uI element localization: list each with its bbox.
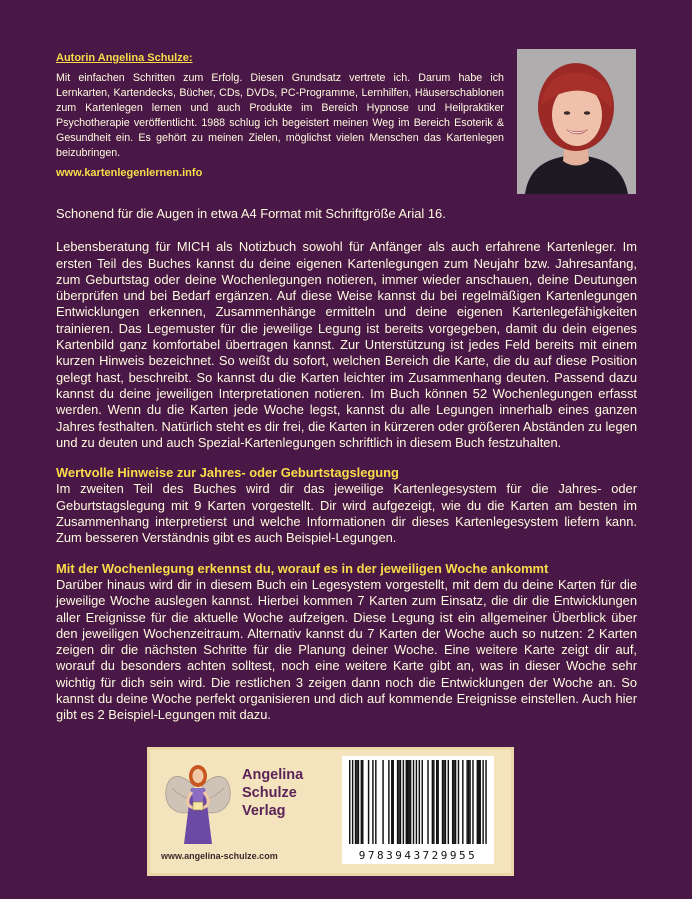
barcode-bar <box>477 760 478 844</box>
barcode-bar <box>419 760 420 844</box>
barcode-bar <box>407 760 408 844</box>
publisher-name-line3: Verlag <box>242 803 286 819</box>
barcode-bar <box>422 760 423 844</box>
barcode-bar <box>442 760 443 844</box>
isbn-number: 9783943729955 <box>358 849 478 862</box>
barcode-bar <box>361 760 362 844</box>
barcode-bar <box>358 760 359 844</box>
barcode-bar <box>413 760 414 844</box>
isbn-barcode <box>342 756 494 864</box>
barcode-bar <box>382 760 383 844</box>
barcode-bar <box>397 760 398 844</box>
barcode-bar <box>433 760 434 844</box>
barcode-bar <box>453 760 454 844</box>
barcode-bar <box>480 760 481 844</box>
barcode-bar <box>372 760 373 844</box>
barcode-bar <box>356 760 357 844</box>
paragraph-notebook: Lebensberatung für MICH als Notizbuch sowohl für Anfänger als auch erfahrene Kartenleger. Im ersten Teil des Buches kannst du deine eigenen Kartenlegungen zum Neujahr bzw. Jahresanfang, zum Geburtstag oder deine Wochenlegungen notieren, immer wieder anschauen, deine Deutungen überprüfen und bei Bedarf ergänzen. Auf diese Weise kannst du bei regelmäßigen Kartenlegungen Entwicklungen erkennen, Zusammenhänge ermitteln und deine eigenen Kartenlegefähigkeiten trainieren. Das Legemuster für die jeweilige Legung ist bereits vorgegeben, damit du dein eigenes Kartenbild ganz komfortabel übertragen kannst. Zur Unterstützung ist jedes Feld bereits mit einem kurzen Hinweis bezeichnet. So weißt du sofort, welchen Bereich die Karte, die du auf diese Position gelegt hast, beschreibt. So kannst du die Karten leichter im Zusammenhang deuten. Passend dazu kannst du deine jeweiligen Interpretationen notieren. Im Buch können 52 Wochenlegungen erfasst werden. Wenn du die Karten jede Woche legst, kannst du alle Legungen innerhalb eines ganzen Jahres festhalten. Natürlich steht es dir frei, die Karten in kürzeren oder größeren Abständen zu legen und zu deuten und auch Spezial-Kartenlegungen schriftlich in diesem Buch festzuhalten. <box>56 239 637 450</box>
barcode-bar <box>452 760 453 844</box>
paragraph-weekly-spread: Darüber hinaus wird dir in diesem Buch ein Legesystem vorgestellt, mit dem du deine Karten für die jeweilige Woche auslegen kannst. Hierbei kommen 7 Karten zum Einsatz, die dir die Entwicklungen aller Ereignisse für die aktuelle Woche aufzeigen. Diese Legung ist ein allgemeiner Überblick über den jeweiligen Wochenzeitraum. Alternativ kannst du 7 Karten der Woche auch so nutzen: 2 Karten zeigen dir die nächsten Schritte für die Planung deiner Woche. Eine weitere Karte zeigt dir auf, worauf du besonders achten solltest, noch eine weitere Karte gibt an, was in dieser Woche sehr wichtig für dich sein wird. Die restlichen 3 zeigen dann noch die Entwicklungen der Woche an. So kannst du deine Woche perfekt organisieren und dich auf kommende Ereignisse einstellen. Auch hier gibt es 2 Beispiel-Legungen mit dazu. <box>56 576 637 723</box>
publisher-website-link[interactable]: www.angelina-schulze.com <box>161 851 278 861</box>
barcode-bar <box>410 760 411 844</box>
format-note: Schonend für die Augen in etwa A4 Format mit Schriftgröße Arial 16. <box>56 206 446 221</box>
barcode-bar <box>437 760 438 844</box>
barcode-bar <box>485 760 486 844</box>
barcode-bar <box>469 760 470 844</box>
barcode-bar <box>368 760 369 844</box>
barcode-bars <box>342 756 494 848</box>
barcode-bar <box>362 760 363 844</box>
heading-weekly-spread: Mit der Wochenlegung erkennst du, worauf es in der jeweiligen Woche ankommt <box>56 560 549 576</box>
barcode-bar <box>398 760 399 844</box>
barcode-bar <box>432 760 433 844</box>
barcode-bar <box>445 760 446 844</box>
barcode-bar <box>375 760 376 844</box>
barcode-bar <box>355 760 356 844</box>
barcode-bar <box>391 760 392 844</box>
paragraph-annual-birthday-spread: Im zweiten Teil des Buches wird dir das jeweilige Kartenlegesystem für die Jahres- oder Geburtstagslegung mit 9 Karten vorgestellt. Dir wird aufgezeigt, wie du die Karten am besten im Zusammenhang interpretierst und welche Informationen dir dieses Kartenlegesystem liefern kann. Zum besseren Verständnis gibt es auch Beispiel-Legungen. <box>56 481 637 546</box>
barcode-bar <box>352 760 353 844</box>
barcode-bar <box>468 760 469 844</box>
barcode-bar <box>458 760 459 844</box>
barcode-bar <box>403 760 404 844</box>
barcode-bar <box>406 760 407 844</box>
barcode-bar <box>427 760 428 844</box>
barcode-bar <box>388 760 389 844</box>
heading-annual-birthday-spread: Wertvolle Hinweise zur Jahres- oder Geburtstagslegung <box>56 465 399 481</box>
barcode-bar <box>472 760 473 844</box>
barcode-bar <box>478 760 479 844</box>
barcode-bar <box>393 760 394 844</box>
author-heading: Autorin Angelina Schulze: <box>56 52 193 64</box>
description-body <box>56 206 637 724</box>
barcode-bar <box>482 760 483 844</box>
barcode-bar <box>416 760 417 844</box>
publisher-box <box>147 747 514 876</box>
barcode-bar <box>408 760 409 844</box>
barcode-bar <box>466 760 467 844</box>
barcode-bar <box>400 760 401 844</box>
author-website-link[interactable]: www.kartenlegenlernen.info <box>56 167 203 179</box>
author-bio: Mit einfachen Schritten zum Erfolg. Diesen Grundsatz vertrete ich. Darum habe ich Lernkarten, Kartendecks, Bücher, CDs, DVDs, PC-Programme, Lernhilfen, Häuserschablonen zum Kartenlegen lernen und auch Produkte im Bereich Hypnose und Heilpraktiker Psychotherapie veröffentlicht. 1988 schlug ich begeistert meinen Weg im Bereich Esoterik & Gesundheit ein. Es gehört zu meinen Zielen, möglichst vielen Menschen das Kartenlegen beizubringen. <box>56 72 504 159</box>
barcode-bar <box>349 760 350 844</box>
publisher-name-line1: Angelina <box>242 767 304 783</box>
barcode-bar <box>436 760 437 844</box>
publisher-name-line2: Schulze <box>242 785 297 801</box>
author-photo <box>517 49 636 194</box>
barcode-bar <box>462 760 463 844</box>
barcode-bar <box>455 760 456 844</box>
barcode-bar <box>443 760 444 844</box>
publisher-name <box>242 766 303 820</box>
barcode-bar <box>448 760 449 844</box>
angel-logo-icon <box>164 756 232 850</box>
